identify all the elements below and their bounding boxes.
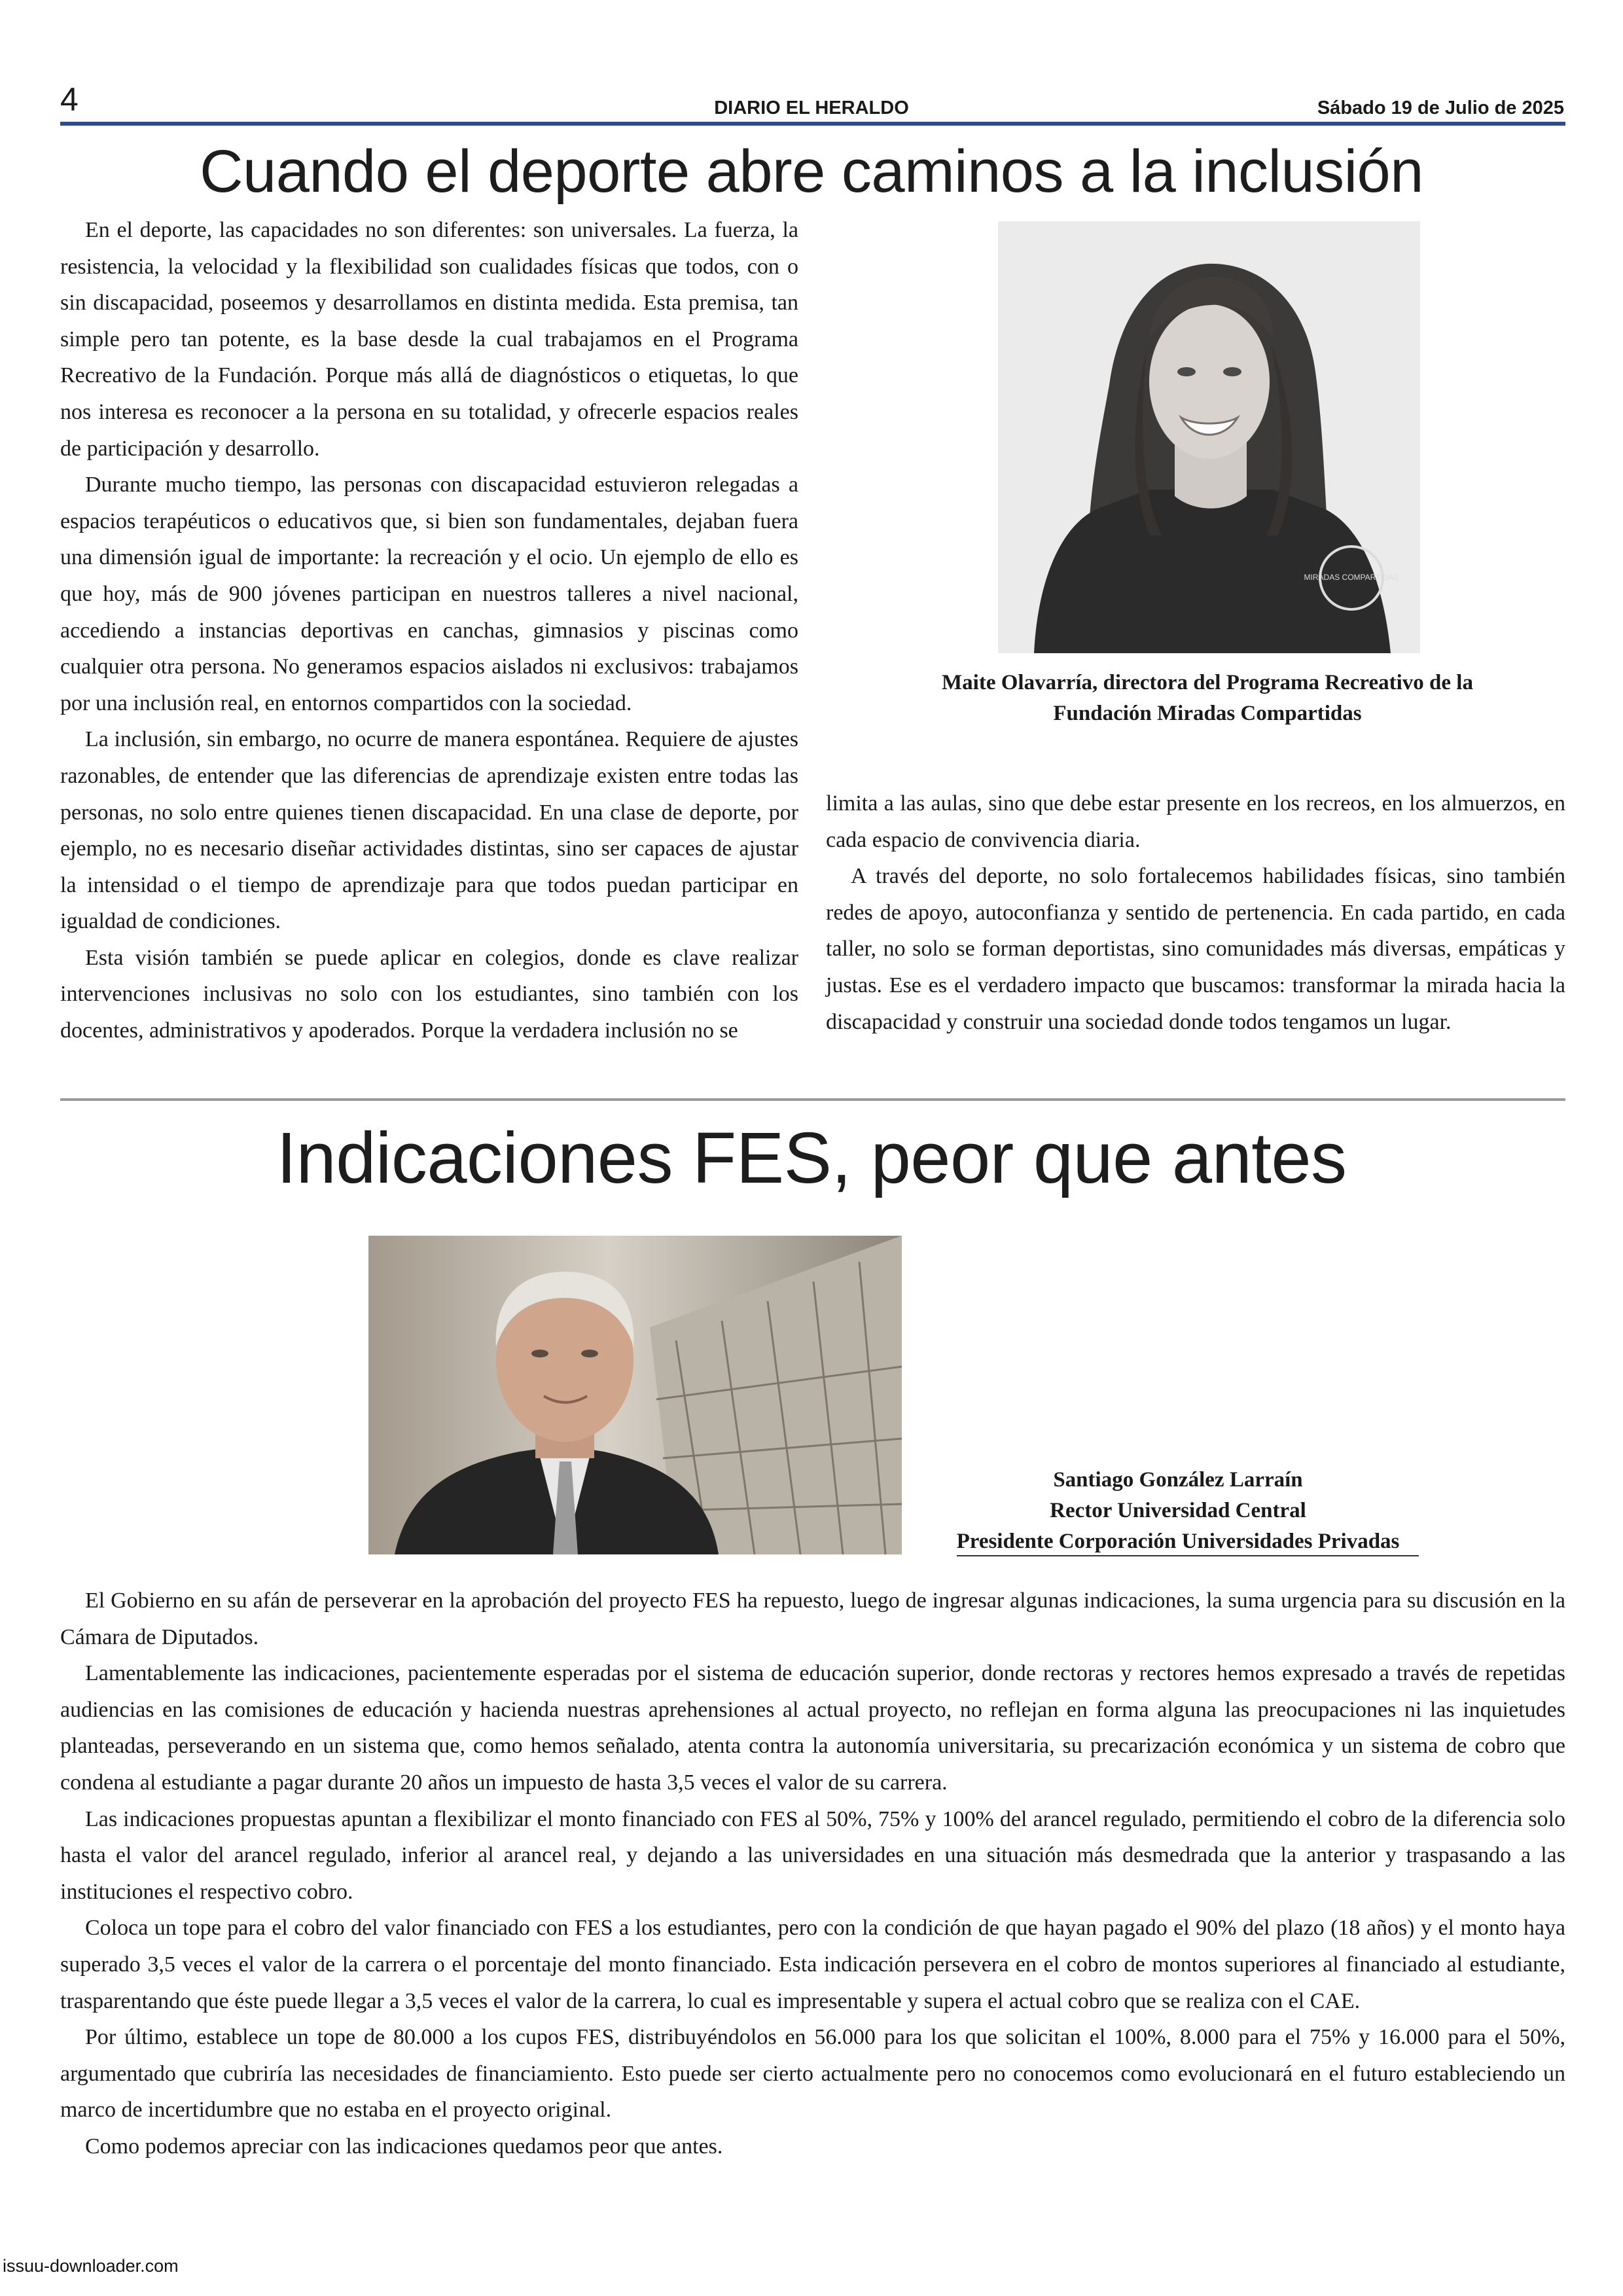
article-1-paragraph: Esta visión también se puede aplicar en colegios, donde es clave realizar intervenciones inclusivas no solo con los estudiantes, sino también con los docentes, administrativos y apoderados. Porque la verdadera inclusión no se	[60, 945, 798, 1043]
article-1-paragraph: Durante mucho tiempo, las personas con discapacidad estuvieron relegadas a espacios terapéuticos o educativos que, si bien son fundamentales, dejaban fuera una dimensión igual de importante: la recreación y el ocio. Un ejemplo de ello es que hoy, más de 900 jóvenes participan en nuestros talleres a nivel nacional, accediendo a instancias deportivas en canchas, gimnasios y piscinas como cualquier otra persona. No generamos espacios aislados ni exclusivos: trabajamos por una inclusión real, en entornos compartidos con la sociedad.	[60, 473, 798, 715]
article-2-paragraph: Como podemos apreciar con las indicaciones quedamos peor que antes.	[85, 2134, 723, 2159]
article-1-paragraph: En el deporte, las capacidades no son diferentes: son universales. La fuerza, la resistencia, la velocidad y la flexibilidad son cualidades físicas que todos, con o sin discapacidad, poseemos y desarrollamos en distinta medida. Esta premisa, tan simple pero tan potente, es la base desde la cual trabajamos en el Programa Recreativo de la Fundación. Porque más allá de diagnósticos o etiquetas, lo que nos interesa es reconocer a la persona en su totalidad, y ofrecerle espacios reales de participación y desarrollo.	[60, 218, 798, 461]
article-1-paragraph: La inclusión, sin embargo, no ocurre de manera espontánea. Requiere de ajustes razonables, de entender que las diferencias de aprendizaje existen entre todas las personas, no solo entre quienes tienen discapacidad. En una clase de deporte, por ejemplo, no es necesario diseñar actividades distintas, sino ser capaces de ajustar la intensidad o el tiempo de aprendizaje para que todos puedan participar en igualdad de condiciones.	[60, 727, 798, 934]
caption-line: Presidente Corporación Universidades Privadas	[957, 1528, 1419, 1556]
article-2-body	[60, 1583, 1565, 2165]
issue-date: Sábado 19 de Julio de 2025	[1317, 98, 1564, 118]
article-divider	[60, 1098, 1565, 1101]
portrait-illustration	[368, 1236, 902, 1554]
footer-watermark: issuu-downloader.com	[3, 2256, 179, 2276]
portrait-photo-maite-olavarria	[998, 221, 1420, 653]
newspaper-name: DIARIO EL HERALDO	[714, 98, 909, 118]
portrait-illustration	[998, 221, 1420, 653]
caption-line: Rector Universidad Central	[1050, 1499, 1306, 1522]
caption-line: Maite Olavarría, directora del Programa Recreativo de la	[942, 671, 1473, 694]
article-2-paragraph: El Gobierno en su afán de perseverar en la aprobación del proyecto FES ha repuesto, luego de ingresar algunas indicaciones, la suma urgencia para su discusión en la Cámara de Diputados.	[60, 1588, 1565, 1649]
article-1-paragraph: A través del deporte, no solo fortalecemos habilidades físicas, sino también redes de apoyo, autoconfianza y sentido de pertenencia. En cada partido, en cada taller, no solo se forman deportistas, sino comunidades más diversas, empáticas y justas. Ese es el verdadero impacto que buscamos: transformar la mirada hacia la discapacidad y construir una sociedad donde todos tengamos un lugar.	[826, 864, 1565, 1034]
article-1-column-2	[826, 785, 1565, 1040]
article-2-photo-caption	[903, 1465, 1453, 1557]
caption-line: Fundación Miradas Compartidas	[1053, 702, 1362, 725]
article-1-column-1	[60, 212, 798, 1049]
caption-line: Santiago González Larraín	[1053, 1468, 1303, 1492]
shirt-logo-text: MIRADAS COMPARTIDAS	[1304, 573, 1399, 582]
masthead-rule	[60, 122, 1565, 126]
article-2-headline: Indicaciones FES, peor que antes	[276, 1118, 1347, 1198]
article-2-paragraph: Lamentablemente las indicaciones, pacientemente esperadas por el sistema de educación superior, donde rectoras y rectores hemos expresado a través de repetidas audiencias en las comisiones de educación y hacienda nuestras aprehensiones al actual proyecto, no reflejan en forma alguna las preocupaciones ni las inquietudes planteadas, perseverando en un sistema que, como hemos señalado, atenta contra la autonomía universitaria, su precarización económica y un sistema de cobro que condena al estudiante a pagar durante 20 años un impuesto de hasta 3,5 veces el valor de su carrera.	[60, 1661, 1565, 1795]
article-2-paragraph: Las indicaciones propuestas apuntan a flexibilizar el monto financiado con FES al 50%, 75% y 100% del arancel regulado, permitiendo el cobro de la diferencia solo hasta el valor del arancel regulado, inferior al arancel real, y dejando a las universidades en una situación más desmedrada que la anterior y traspasando a las instituciones el respectivo cobro.	[60, 1806, 1565, 1904]
article-2-paragraph: Por último, establece un tope de 80.000 a los cupos FES, distribuyéndolos en 56.000 para los que solicitan el 100%, 8.000 para el 75% y 16.000 para el 50%, argumentado que cubriría las necesidades de financiamiento. Esto puede ser cierto actualmente pero no conocemos como evolucionará en el futuro estableciendo un marco de incertidumbre que no estaba en el proyecto original.	[60, 2025, 1565, 2123]
article-2-paragraph: Coloca un tope para el cobro del valor financiado con FES a los estudiantes, pero con la condición de que hayan pagado el 90% del plazo (18 años) y el monto haya superado 3,5 veces el valor de la carrera o el porcentaje del monto financiado. Esta indicación persevera en el cobro de montos superiores al financiado al estudiante, trasparentando que éste puede llegar a 3,5 veces el valor de la carrera, lo cual es impresentable y supera el actual cobro que se realiza con el CAE.	[60, 1916, 1565, 2013]
page-number: 4	[60, 81, 79, 118]
portrait-photo-santiago-gonzalez	[368, 1236, 902, 1554]
article-1-paragraph: limita a las aulas, sino que debe estar presente en los recreos, en los almuerzos, en cada espacio de convivencia diaria.	[826, 791, 1565, 852]
article-1-photo-caption	[851, 668, 1564, 729]
article-1-headline: Cuando el deporte abre caminos a la inclusión	[200, 138, 1423, 205]
